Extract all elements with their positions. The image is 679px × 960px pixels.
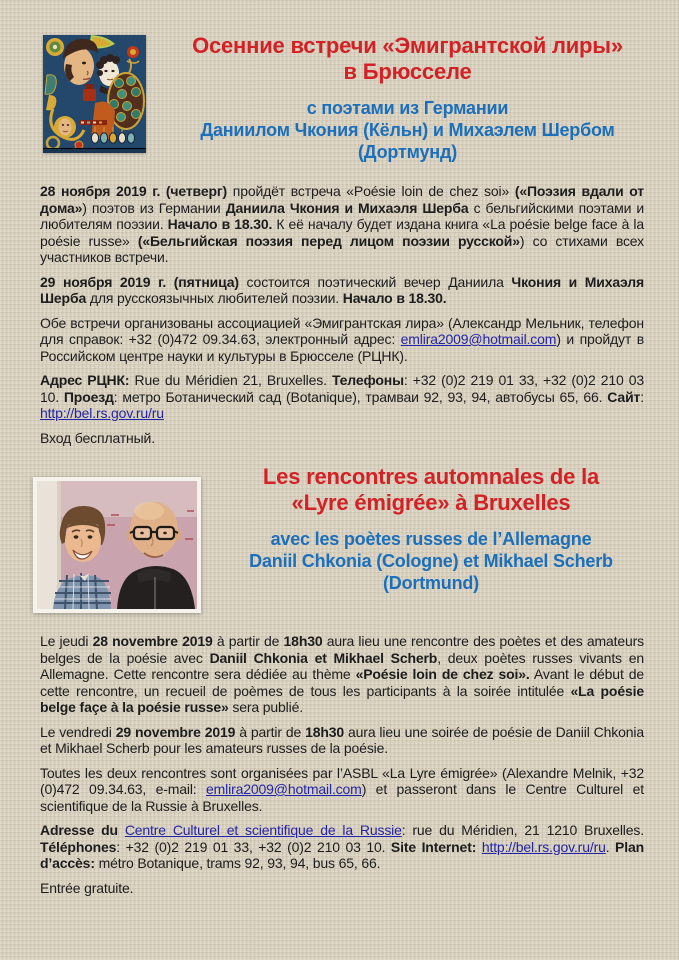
link[interactable]: Centre Culturel et scientifique de la Russie: [124, 822, 402, 838]
french-header: [196, 464, 666, 594]
heading-line: Осенние встречи «Эмигрантской лиры»: [192, 33, 623, 58]
heading-line: в Брюсселе: [343, 59, 472, 84]
bold-text: Daniil Chkonia et Mikhael Scherb: [209, 649, 438, 666]
bold-text: Проезд: [63, 388, 114, 405]
paragraph: [40, 372, 644, 422]
link[interactable]: http://bel.rs.gov.ru/ru: [481, 838, 606, 855]
paragraph: [40, 765, 644, 815]
text-run: : +32 (0)2 219 01 33, +32 (0)2 210 03 10.: [40, 372, 645, 405]
paragraph: [40, 430, 644, 447]
paragraph: [40, 183, 644, 266]
french-title: [196, 464, 666, 516]
bold-text: 18h30: [283, 633, 323, 649]
text-run: Toutes les deux rencontres sont organisées par l’ASBL «La Lyre émigrée» (Alexandre Melnik, +32 (0)472 09.34.63, e-mail:: [40, 764, 644, 797]
text-run: Le jeudi: [40, 633, 93, 649]
bold-text: («Бельгийская поэзия перед лицом поэзии русской»: [137, 232, 520, 249]
text-run: состоится поэтический вечер Даниила: [238, 273, 512, 290]
text-run: à partir de: [212, 633, 284, 649]
link[interactable]: http://bel.rs.gov.ru/ru: [40, 405, 164, 421]
heading-line: Les rencontres automnales de la: [262, 464, 600, 489]
text-run: пройдёт встреча «Poésie loin de chez soi»: [227, 183, 515, 199]
heading-line: avec les poètes russes de l’Allemagne: [270, 529, 592, 549]
two-poets-photo-image: [37, 481, 197, 609]
paragraph: [40, 315, 644, 365]
bold-text: 28 ноября 2019 г. (четверг): [40, 183, 228, 199]
russian-title: [150, 33, 665, 85]
text-run: ) et passeront dans le Centre Culturel et scientifique de la Russie à Bruxelles.: [40, 781, 645, 814]
heading-line: с поэтами из Германии: [306, 98, 509, 118]
link[interactable]: emlira2009@hotmail.com: [400, 331, 557, 347]
text-run: Le vendredi: [40, 723, 116, 740]
heading-line: «Lyre émigrée» à Bruxelles: [291, 490, 571, 515]
paragraph: [40, 274, 644, 307]
bold-text: «La poésie belge façe à la poésie russe»: [40, 682, 644, 715]
text-run: К её началу будет издана книга «La poésie belge face à la poésie russe»: [40, 216, 644, 249]
bold-text: («Поэзия вдали от дома»: [40, 183, 644, 216]
text-run: ) и пройдут в Российском центре науки и культуры в Брюсселе (РЦНК).: [40, 331, 644, 364]
bold-text: Чкония и Михаэля Шерба: [40, 273, 644, 306]
text-run: métro Botanique, trams 92, 93, 94, bus 65, 66.: [94, 855, 381, 871]
text-run: aura lieu une soirée de poésie de Daniil Chkonia et Mikhael Scherb pour les amateurs russes de la poésie.: [40, 723, 644, 756]
heading-line: Daniil Chkonia (Cologne) et Mikhael Scherb: [249, 551, 613, 571]
text-run: Вход бесплатный.: [40, 429, 155, 446]
text-run: : метро Ботанический сад (Botanique), трамваи 92, 93, 94, автобусы 65, 66.: [113, 388, 608, 405]
text-run: для русскоязычных любителей поэзии.: [86, 290, 343, 306]
bold-text: Телефоны: [331, 372, 404, 388]
text-run: aura lieu une rencontre des poètes et des amateurs belges de la poésie avec: [40, 633, 644, 666]
link[interactable]: emlira2009@hotmail.com: [206, 781, 362, 797]
text-run: : +32 (0)2 219 01 33, +32 (0)2 210 03 10.: [116, 838, 391, 855]
french-subtitle: [196, 528, 666, 594]
text-run: sera publié.: [228, 699, 303, 715]
text-run: à partir de: [235, 723, 306, 740]
paragraph: [40, 880, 644, 897]
heading-line: Даниилом Чкония (Кёльн) и Михаэлем Шербом: [200, 120, 615, 140]
text-run: .: [605, 838, 616, 855]
text-run: :: [640, 388, 644, 405]
bold-text: 29 ноября 2019 г. (пятница): [40, 273, 239, 290]
russian-body: [40, 183, 644, 454]
folk-art-lyre-painting: [43, 35, 146, 153]
bold-text: Plan d’accès:: [40, 838, 645, 871]
folk-art-lyre-painting-image: [43, 35, 146, 153]
bold-text: Начало в 18.30.: [342, 290, 447, 306]
bold-text: 29 novembre 2019: [115, 723, 236, 740]
text-run: с бельгийскими поэтами и любителям поэзии.: [40, 199, 645, 232]
bold-text: 28 novembre 2019: [92, 633, 213, 649]
bold-text: Téléphones: [40, 838, 117, 855]
french-body: [40, 633, 644, 904]
paragraph: [40, 822, 644, 872]
text-run: Обе встречи организованы ассоциацией «Эмигрантская лира» (Александр Мельник, телефон для справок: +32 (0)472 09.34.63, электронный адрес:: [40, 314, 644, 347]
text-run: ) со стихами всех участников встречи.: [40, 232, 644, 265]
heading-line: (Дортмунд): [358, 142, 457, 162]
bold-text: «Poésie loin de chez soi».: [355, 666, 530, 682]
bold-text: Adresse du: [40, 822, 125, 838]
text-run: Avant le début de cette rencontre, un recueil de poèmes de tous les participants à la soirée intitulée: [40, 666, 644, 699]
bold-text: Site Internet:: [390, 838, 477, 855]
bold-text: 18h30: [305, 723, 345, 740]
text-run: ) поэтов из Германии: [82, 199, 226, 216]
heading-line: (Dortmund): [383, 573, 479, 593]
text-run: Entrée gratuite.: [40, 879, 134, 896]
text-run: Rue du Méridien 21, Bruxelles.: [129, 372, 332, 388]
bold-text: Даниила Чкония и Михаэля Шерба: [225, 199, 469, 216]
bold-text: Начало в 18.30.: [167, 216, 273, 232]
two-poets-photo: [33, 477, 201, 613]
bold-text: Адрес РЦНК:: [40, 372, 130, 388]
bold-text: Сайт: [607, 388, 641, 405]
text-run: : rue du Méridien, 21 1210 Bruxelles.: [401, 822, 644, 838]
russian-header: [150, 33, 665, 163]
text-run: , deux poètes russes vivants en Allemagne. Cette rencontre sera dédiée au thème: [40, 649, 644, 682]
russian-subtitle: [150, 97, 665, 163]
paragraph: [40, 724, 644, 757]
paragraph: [40, 633, 644, 716]
